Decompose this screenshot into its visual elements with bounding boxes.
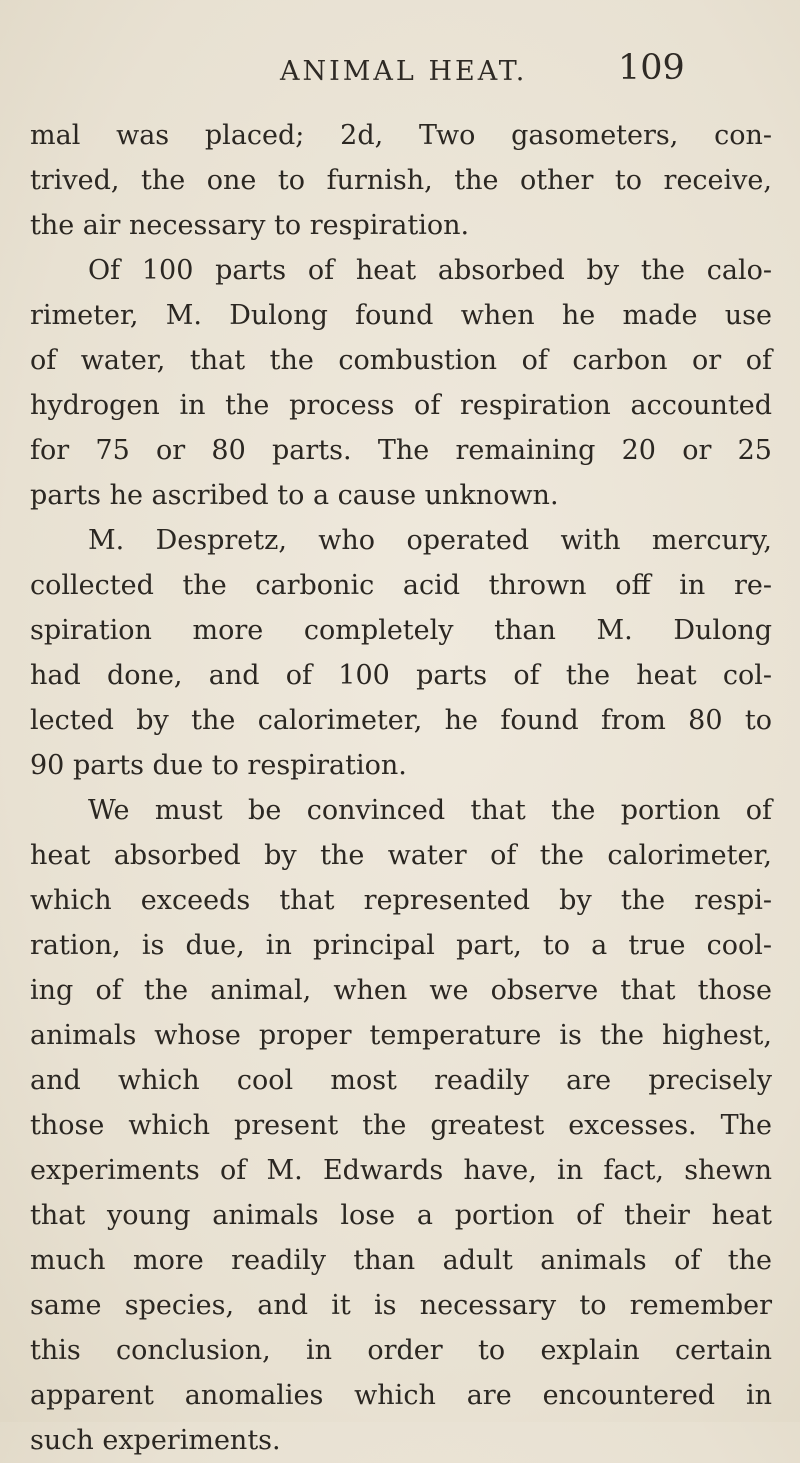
text-line: We must be convinced that the portion of	[88, 795, 772, 826]
text-line: spiration more completely than M. Dulong	[30, 615, 772, 646]
text-line: that young animals lose a portion of their heat	[30, 1200, 772, 1231]
text-line: and which cool most readily are precisely	[30, 1065, 772, 1096]
text-line: experiments of M. Edwards have, in fact, shewn	[30, 1155, 772, 1186]
text-line: 90 parts due to respiration.	[30, 750, 407, 781]
text-line: the air necessary to respiration.	[30, 210, 470, 241]
running-head	[258, 48, 778, 92]
text-line: heat absorbed by the water of the calorimeter,	[30, 840, 772, 871]
text-line: hydrogen in the process of respiration accounted	[30, 390, 772, 421]
text-line: same species, and it is necessary to remember	[30, 1290, 772, 1321]
text-line: parts he ascribed to a cause unknown.	[30, 480, 559, 511]
text-line: had done, and of 100 parts of the heat col-	[30, 660, 772, 691]
text-line: rimeter, M. Dulong found when he made use	[30, 300, 772, 331]
text-line: trived, the one to furnish, the other to receive,	[30, 165, 772, 196]
text-line: M. Despretz, who operated with mercury,	[88, 525, 772, 556]
page-number: 109	[618, 48, 685, 88]
running-title: ANIMAL HEAT.	[280, 56, 528, 87]
text-line: lected by the calorimeter, he found from 80 to	[30, 705, 772, 736]
text-line: ing of the animal, when we observe that those	[30, 975, 772, 1006]
text-line: animals whose proper temperature is the highest,	[30, 1020, 772, 1051]
text-line: for 75 or 80 parts. The remaining 20 or 25	[30, 435, 772, 466]
text-line: collected the carbonic acid thrown off in re-	[30, 570, 772, 601]
text-line: Of 100 parts of heat absorbed by the calo-	[88, 255, 772, 286]
text-line: such experiments.	[30, 1425, 281, 1456]
text-line: ration, is due, in principal part, to a true cool-	[30, 930, 772, 961]
text-line: mal was placed; 2d, Two gasometers, con-	[30, 120, 772, 151]
body-text	[30, 113, 772, 1463]
text-line: of water, that the combustion of carbon or of	[30, 345, 772, 376]
text-line: which exceeds that represented by the respi-	[30, 885, 772, 916]
text-line: this conclusion, in order to explain certain	[30, 1335, 772, 1366]
text-line: those which present the greatest excesses. The	[30, 1110, 772, 1141]
paragraph-1	[30, 113, 772, 248]
paragraph-3	[30, 518, 772, 788]
paragraph-4	[30, 788, 772, 1463]
paragraph-2	[30, 248, 772, 518]
text-line: apparent anomalies which are encountered in	[30, 1380, 772, 1411]
text-line: much more readily than adult animals of the	[30, 1245, 772, 1276]
